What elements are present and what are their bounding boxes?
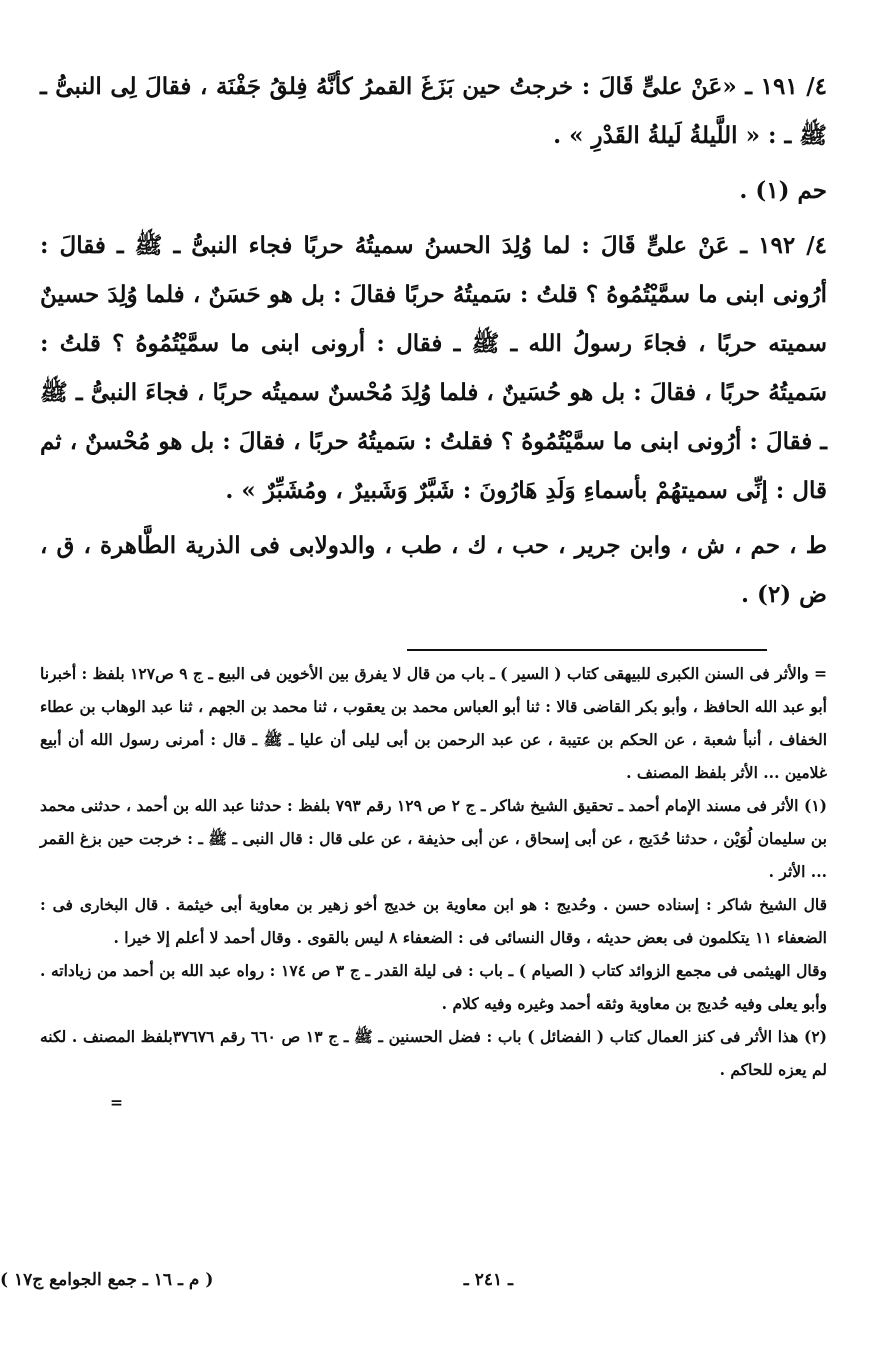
footnote-divider xyxy=(407,649,767,651)
book-signature: ( م ـ ١٦ ـ جمع الجوامع ج١٧ ) xyxy=(0,1270,214,1290)
page-number: ـ ٢٤١ ـ xyxy=(463,1270,513,1290)
continuation-mark: = xyxy=(110,1093,123,1112)
footnote-1: (١) الأثر فى مسند الإمام أحمد ـ تحقيق الشيخ شاكر ـ ج ٢ ص ١٢٩ رقم ٧٩٣ بلفظ : حدثنا عبد الله بن أحمد ، حدثنى محمد بن سليمان لُوَيْن ، حدثنا حُدَيج ، عن أبى إسحاق ، عن أبى حذيفة ، عن على قال : قال النبى ـ ﷺ ـ : خرجت حين بزغ القمر ... الأثر . xyxy=(40,796,827,881)
page-footer xyxy=(0,1270,873,1310)
hadith-191-source: حم (١) . xyxy=(739,177,827,204)
footnotes xyxy=(40,657,827,1119)
footnote-1-extra: وقال الهيثمى فى مجمع الزوائد كتاب ( الصيام ) ـ باب : فى ليلة القدر ـ ج ٣ ص ١٧٤ : رواه عبد الله بن أحمد من زياداته . وأبو يعلى وفيه حُديج بن معاوية وثقه أحمد وغيره وفيه كلام . xyxy=(40,961,827,1013)
hadith-192: ٤/ ١٩٢ ـ عَنْ علىٍّ قَالَ : لما وُلِدَ الحسنُ سميتُهُ حربًا فجاء النبىُّ ـ ﷺ ـ فقالَ : أرُونى ابنى ما سمَّيْتُمُوهُ ؟ قلتُ : سَميتُهُ حربًا فقالَ : بل هو حَسَنٌ ، فلما وُلِدَ حسينٌ سميته حربًا ، فجاءَ رسولُ الله ـ ﷺ ـ فقال : أرونى ابنى ما سمَّيْتُمُوهُ ؟ قلتُ : سَميتُهُ حربًا ، فقالَ : بل هو حُسَينٌ ، فلما وُلِدَ مُحْسنٌ سميتُه حربًا ، فجاءَ النبىُّ ـ ﷺ ـ فقالَ : أرُونى ابنى ما سمَّيْتُمُوهُ ؟ فقلتُ : سَميتُهُ حربًا ، فقالَ : بل هو مُحْسنٌ ، ثم قال : إنِّى سميتهُمْ بأسماءِ وَلَدِ هَارُونَ : شَبَّرٌ وَشَبيرٌ ، ومُشَبِّرٌ » . xyxy=(40,232,827,504)
page-content xyxy=(40,62,827,1361)
footnote-2: (٢) هذا الأثر فى كنز العمال كتاب ( الفضائل ) باب : فضل الحسنين ـ ﷺ ـ ج ١٣ ص ٦٦٠ رقم ٣٧٦٧٦بلفظ المصنف . لكنه لم يعزه للحاكم . xyxy=(40,1027,827,1079)
hadith-191: ٤/ ١٩١ ـ «عَنْ علىٍّ قَالَ : خرجتُ حين بَزَغَ القمرُ كأنَّهُ فِلقُ جَفْنَة ، فقالَ لِى النبىُّ ـ ﷺ ـ : « اللَّيلةُ لَيلةُ القَدْرِ » . xyxy=(40,73,827,149)
footnote-continued: = والأثر فى السنن الكبرى للبيهقى كتاب ( السير ) ـ باب من قال لا يفرق بين الأخوين فى البيع ـ ج ٩ ص١٢٧ بلفظ : أخبرنا أبو عبد الله الحافظ ، وأبو بكر القاضى قالا : ثنا أبو العباس محمد بن يعقوب ، ثنا محمد بن الجهم ، ثنا عبد الوهاب بن عطاء الخفاف ، أنبأ شعبة ، عن الحكم بن عتيبة ، عن عبد الرحمن بن أبى ليلى أن عليا ـ ﷺ ـ قال : أمرنى رسول الله أن أبيع غلامين ... الأثر بلفظ المصنف . xyxy=(40,664,827,782)
hadith-192-source: ط ، حم ، ش ، وابن جرير ، حب ، ك ، طب ، والدولابى فى الذرية الطَّاهرة ، ق ، ض (٢) . xyxy=(40,532,827,608)
footnote-1-comment: قال الشيخ شاكر : إسناده حسن . وحُديج : هو ابن معاوية بن خديج أخو زهير بن معاوية أبى خيثمة . قال البخارى فى : الضعفاء ١١ يتكلمون فى بعض حديثه ، وقال النسائى فى : الضعفاء ٨ ليس بالقوى . وقال أحمد لا أعلم إلا خيرا . xyxy=(40,895,827,947)
main-text xyxy=(40,62,827,619)
